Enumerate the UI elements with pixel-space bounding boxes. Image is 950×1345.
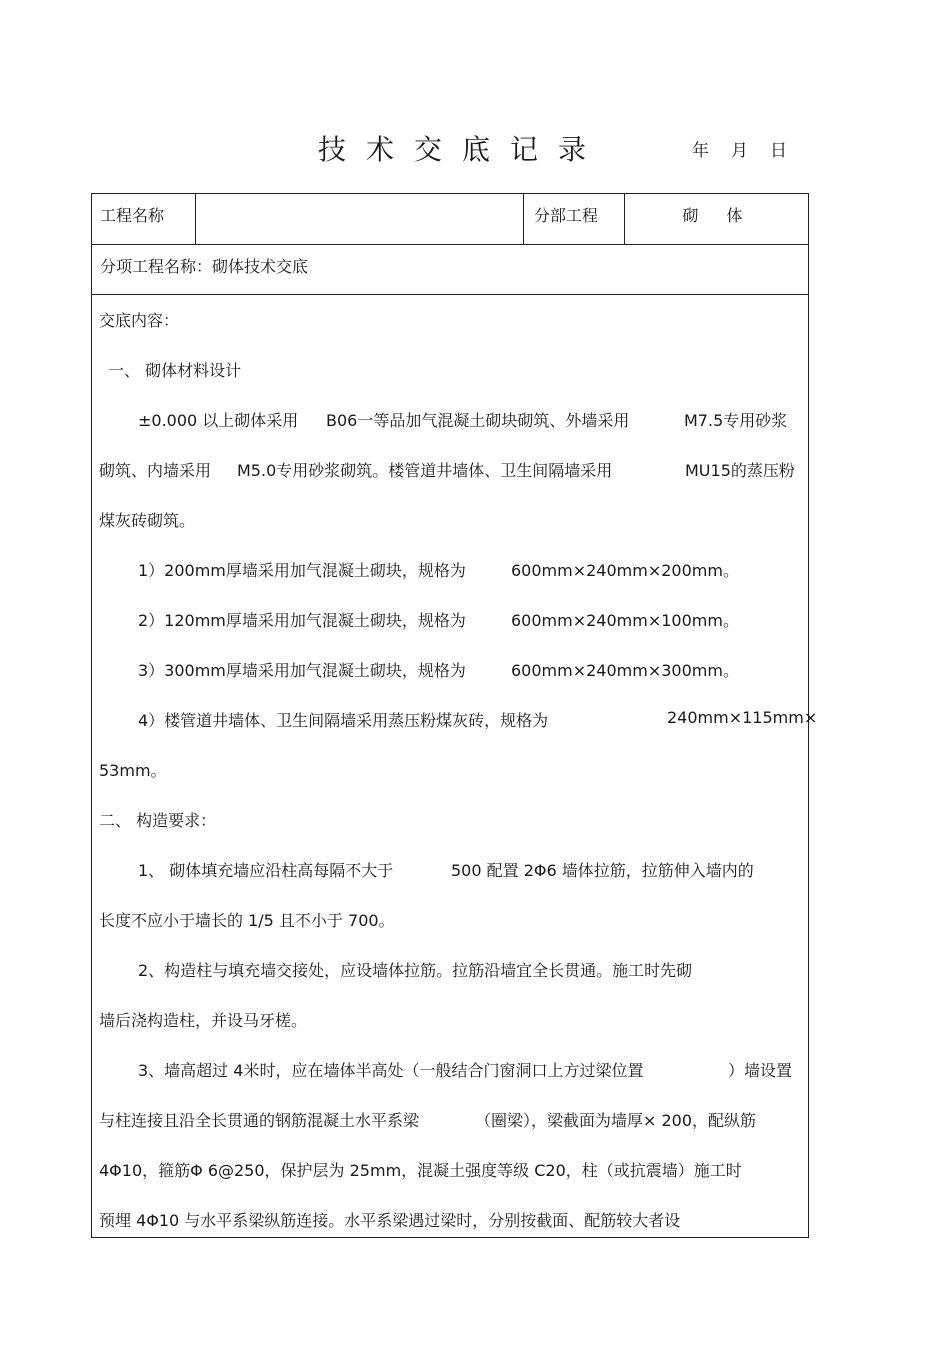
date-year-label: 年 bbox=[692, 141, 709, 161]
date-day-label: 日 bbox=[770, 141, 787, 161]
content-heading: 交底内容： bbox=[99, 311, 180, 330]
date-month-label: 月 bbox=[731, 141, 748, 161]
division-label: 分部工程 bbox=[524, 194, 625, 244]
text-run: 4Φ10，箍筋Φ 6@250，保护层为 25mm，混凝土强度等级 C20，柱（或抗震墙）施工时 bbox=[99, 1161, 742, 1180]
list-item bbox=[92, 608, 808, 638]
text-run: M5.0专用砂浆砌筑。楼管道井墙体、卫生间隔墙采用 bbox=[237, 461, 613, 480]
text-run: 600mm×240mm×100mm。 bbox=[511, 611, 739, 630]
text-run: 长度不应小于墙长的 1/5 且不小于 700。 bbox=[99, 911, 395, 930]
paragraph-line bbox=[92, 1008, 808, 1038]
text-run: 2）120mm厚墙采用加气混凝土砌块，规格为 bbox=[138, 611, 466, 630]
paragraph-line bbox=[92, 1108, 808, 1138]
paragraph-line bbox=[92, 908, 808, 938]
paragraph-line bbox=[92, 1158, 808, 1188]
text-run: 预埋 4Φ10 与水平系梁纵筋连接。水平系梁遇过梁时，分别按截面、配筋较大者设 bbox=[99, 1211, 681, 1230]
text-run: 砌筑、内墙采用 bbox=[99, 461, 212, 480]
paragraph-line bbox=[92, 758, 808, 788]
section2-title-line bbox=[92, 808, 808, 838]
text-run: 600mm×240mm×300mm。 bbox=[511, 661, 739, 680]
content-heading-line bbox=[92, 308, 808, 338]
sub-item-value: 砌体技术交底 bbox=[212, 257, 309, 276]
text-run: MU15的蒸压粉 bbox=[685, 461, 795, 480]
text-run: B06一等品加气混凝土砌块砌筑、外墙采用 bbox=[326, 411, 630, 430]
text-run: M7.5专用砂浆 bbox=[684, 411, 788, 430]
text-run: 240mm×115mm× bbox=[667, 708, 818, 727]
project-name-label: 工程名称 bbox=[92, 194, 196, 244]
text-run: 1）200mm厚墙采用加气混凝土砌块，规格为 bbox=[138, 561, 466, 580]
text-run: 4）楼管道井墙体、卫生间隔墙采用蒸压粉煤灰砖，规格为 bbox=[138, 711, 549, 730]
text-run: 53mm。 bbox=[99, 761, 167, 780]
text-run: ）墙设置 bbox=[728, 1061, 793, 1080]
paragraph-line bbox=[92, 508, 808, 538]
list-item bbox=[92, 558, 808, 588]
text-run: 2、构造柱与填充墙交接处，应设墙体拉筋。拉筋沿墙宜全长贯通。施工时先砌 bbox=[138, 961, 693, 980]
paragraph-line bbox=[92, 1208, 808, 1238]
paragraph-line bbox=[92, 458, 808, 488]
sub-item-label: 分项工程名称： bbox=[100, 257, 213, 276]
section1-title-line bbox=[92, 358, 808, 388]
text-run: 3、墙高超过 4米时，应在墙体半高处（一般结合门窗洞口上方过梁位置 bbox=[138, 1061, 644, 1080]
paragraph-line bbox=[92, 858, 808, 888]
briefing-form bbox=[91, 193, 818, 1238]
text-run: 3）300mm厚墙采用加气混凝土砌块，规格为 bbox=[138, 661, 466, 680]
title-row bbox=[0, 128, 950, 168]
section2-title: 二、 构造要求： bbox=[99, 811, 217, 830]
text-run: （圈梁），梁截面为墙厚× 200，配纵筋 bbox=[475, 1111, 757, 1130]
paragraph-line bbox=[92, 1058, 808, 1088]
list-item bbox=[92, 658, 808, 688]
text-run: 墙后浇构造柱，并设马牙槎。 bbox=[99, 1011, 308, 1030]
text-run: 与柱连接且沿全长贯通的钢筋混凝土水平系梁 bbox=[99, 1111, 420, 1130]
text-run: 600mm×240mm×200mm。 bbox=[511, 561, 739, 580]
page-title: 技术交底记录 bbox=[318, 133, 607, 166]
paragraph-line bbox=[92, 408, 808, 438]
paragraph-line bbox=[92, 958, 808, 988]
text-run: 煤灰砖砌筑。 bbox=[99, 511, 196, 530]
text-run: 500 配置 2Φ6 墙体拉筋，拉筋伸入墙内的 bbox=[451, 861, 754, 880]
list-item bbox=[92, 708, 818, 738]
division-value: 砌体 bbox=[682, 206, 771, 225]
text-run: ±0.000 以上砌体采用 bbox=[138, 411, 299, 430]
text-run: 1、 砌体填充墙应沿柱高每隔不大于 bbox=[138, 861, 394, 880]
form-row-sub-item bbox=[92, 244, 808, 295]
section1-title: 一、 砌体材料设计 bbox=[108, 361, 242, 380]
project-name-value bbox=[196, 194, 524, 244]
form-row-project bbox=[92, 194, 808, 245]
